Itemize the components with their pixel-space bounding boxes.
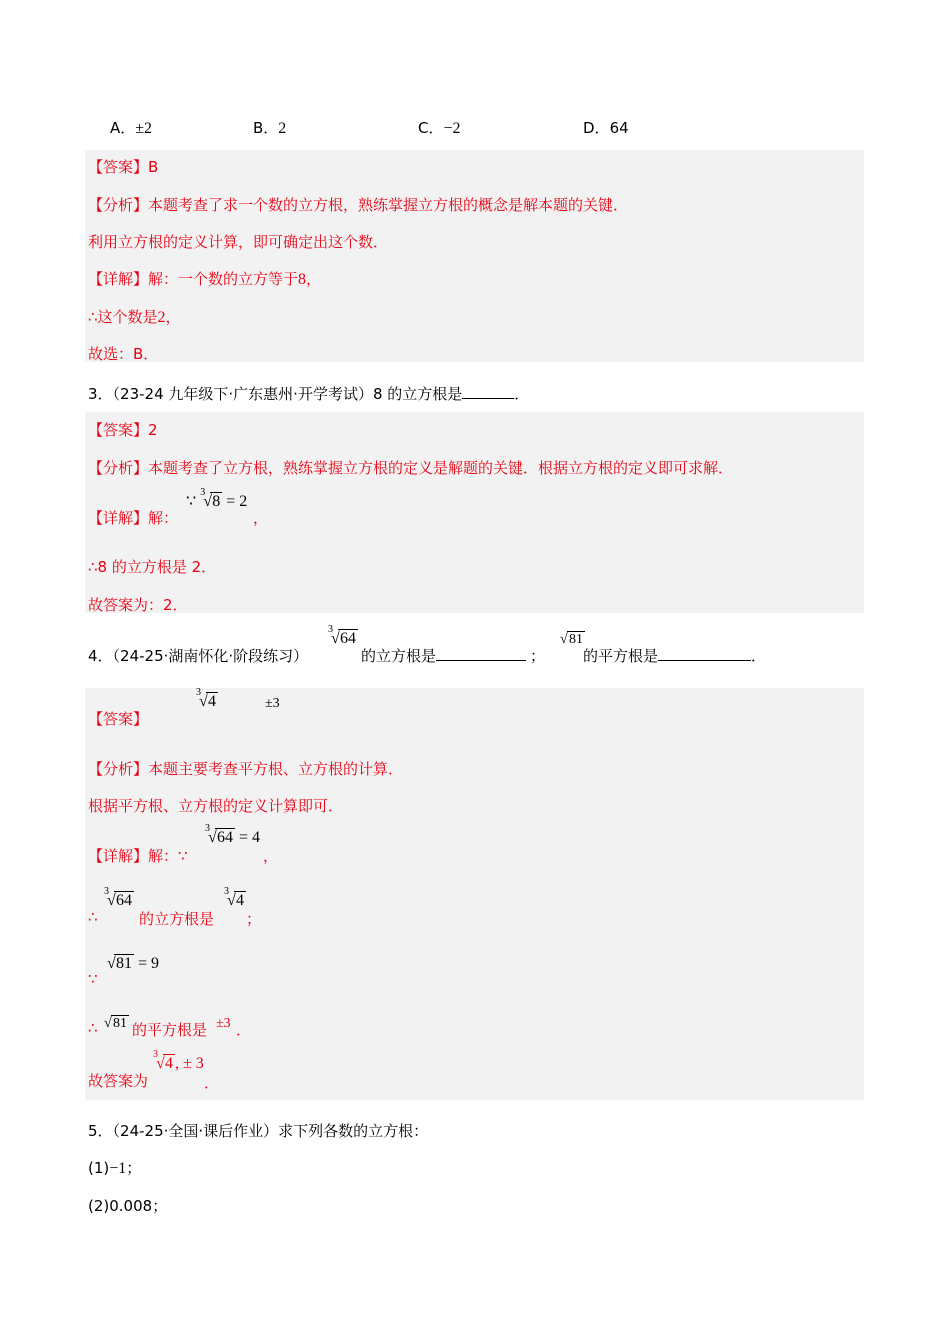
detail-text: 故答案为 — [88, 1072, 149, 1090]
detail-line-3: 故选：B． — [88, 345, 159, 363]
analysis-tag: 【分析】 — [88, 196, 149, 214]
option-b — [253, 117, 286, 138]
therefore-symbol: ∴ — [88, 1019, 98, 1037]
detail-text: 的立方根是 — [139, 910, 215, 928]
analysis-text: 本题主要考查平方根、立方根的计算． — [148, 760, 404, 778]
detail-math: ±3 — [216, 1016, 231, 1031]
question-number: 5． — [88, 1122, 113, 1140]
radicand: 81 — [116, 955, 132, 972]
answer-tag: 【答案】 — [88, 158, 149, 176]
separator: ； — [530, 647, 546, 665]
detail-math — [153, 1049, 204, 1073]
root-index: 3 — [224, 886, 229, 897]
root-index: 3 — [200, 487, 206, 498]
question-source: （23-24 九年级下·广东惠州·开学考试） — [112, 385, 373, 403]
radicand: 8 — [212, 493, 221, 510]
cube-root-expr — [328, 624, 358, 648]
root-index: 3 — [104, 886, 109, 897]
answer-line — [88, 708, 148, 729]
detail-line-3: 故答案为：2． — [88, 596, 188, 614]
item-value: −1 — [109, 1160, 127, 1177]
item-end: ； — [126, 1159, 142, 1177]
square-root — [557, 632, 585, 648]
radical-sign: √ — [203, 493, 212, 510]
square-root — [101, 1016, 129, 1032]
detail-equation — [104, 955, 159, 973]
detail-line — [88, 268, 321, 289]
radical-sign: √ — [227, 892, 236, 909]
detail-tag: 【详解】 — [88, 509, 149, 527]
analysis-text: 本题考查了立方根，熟练掌握立方根的定义是解题的关键．根据立方根的定义即可求解． — [148, 459, 734, 477]
cube-root — [224, 886, 246, 910]
because-symbol: ∵ — [178, 847, 188, 865]
analysis-tag: 【分析】 — [88, 459, 149, 477]
detail-text: 解： — [148, 847, 179, 865]
answer-value: 2 — [148, 421, 158, 439]
sub-question-2 — [88, 1195, 167, 1216]
detail-tag: 【详解】 — [88, 270, 149, 288]
radical-sign: √ — [104, 1016, 112, 1031]
item-label: (1) — [88, 1159, 110, 1177]
radical-sign: √ — [107, 892, 116, 909]
question-4-prefix — [88, 645, 308, 666]
option-letter: C． — [418, 119, 444, 137]
because-symbol: ∵ — [88, 970, 98, 988]
analysis-line — [88, 457, 733, 478]
item-label: (2) — [88, 1197, 110, 1215]
detail-punct: ． — [204, 1074, 220, 1092]
question-stem: 求下列各数的立方根： — [278, 1122, 429, 1140]
question-stem: 8 的立方根是 — [372, 385, 463, 403]
radicand: 64 — [116, 892, 132, 909]
answer-box-q3 — [85, 412, 864, 613]
answer-tag: 【答案】 — [88, 710, 149, 728]
radical-sign: √ — [331, 630, 340, 647]
radicand: 4 — [165, 1055, 173, 1072]
detail-math — [104, 886, 134, 910]
cube-root — [153, 1049, 175, 1073]
question-3 — [88, 383, 529, 404]
option-value: −2 — [443, 120, 461, 137]
option-letter: A． — [110, 119, 136, 137]
detail-punct: ， — [165, 308, 181, 326]
radicand: 64 — [340, 630, 356, 647]
detail-text: ∴这个数是 — [88, 308, 158, 326]
cube-root — [328, 624, 358, 648]
analysis-line-2: 利用立方根的定义计算，即可确定出这个数． — [88, 233, 389, 251]
cube-root — [104, 886, 134, 910]
sub-question-1 — [88, 1157, 141, 1178]
analysis-tag: 【分析】 — [88, 760, 149, 778]
question-stem: 的平方根是 — [583, 647, 659, 665]
detail-equation — [186, 487, 248, 511]
option-letter: B． — [253, 119, 279, 137]
radical-sign: √ — [199, 693, 208, 710]
detail-line — [88, 507, 178, 528]
analysis-line — [88, 758, 403, 779]
cube-root — [196, 687, 218, 711]
cube-root — [205, 823, 235, 847]
detail-text: 解：一个数的立方等于 — [148, 270, 299, 288]
option-value: ±2 — [135, 120, 153, 137]
root-index: 3 — [328, 624, 333, 635]
question-source: （24-25·湖南怀化·阶段练习） — [112, 647, 309, 665]
answer-line — [88, 156, 158, 177]
detail-text: 解： — [148, 509, 179, 527]
detail-punct: ； — [246, 910, 262, 928]
question-end: ． — [514, 385, 530, 403]
radicand: 4 — [236, 892, 244, 909]
detail-equation — [205, 823, 261, 847]
question-4-mid — [361, 645, 545, 666]
option-letter: D． — [583, 119, 610, 137]
answer-blank[interactable] — [658, 646, 751, 661]
question-source: （24-25·全国·课后作业） — [112, 1122, 279, 1140]
equation-rest: = 9 — [134, 955, 160, 972]
equation-rest: = 2 — [222, 493, 248, 510]
answer-value-1 — [196, 687, 218, 711]
analysis-line-2: 根据平方根、立方根的定义计算即可． — [88, 797, 344, 815]
square-root — [104, 955, 134, 973]
detail-math — [101, 1016, 129, 1032]
detail-math — [224, 886, 246, 910]
equation-rest: , ± 3 — [175, 1055, 204, 1072]
option-d — [583, 117, 629, 138]
cube-root — [200, 487, 222, 511]
detail-line-2: ∴8 的立方根是 2． — [88, 558, 217, 576]
because-symbol: ∵ — [186, 493, 197, 510]
analysis-text: 本题考查了求一个数的立方根，熟练掌握立方根的概念是解本题的关键． — [148, 196, 629, 214]
option-a — [110, 117, 152, 138]
radical-sign: √ — [208, 829, 217, 846]
answer-tag: 【答案】 — [88, 421, 149, 439]
answer-box-q2 — [85, 150, 864, 362]
detail-line-2 — [88, 306, 181, 327]
detail-line — [88, 845, 188, 866]
answer-value-2: ±3 — [265, 696, 280, 711]
option-c — [418, 117, 461, 138]
question-number: 4． — [88, 647, 113, 665]
question-5 — [88, 1120, 428, 1141]
root-index: 3 — [153, 1049, 158, 1060]
radical-sign: √ — [560, 632, 568, 647]
detail-punct: ． — [236, 1021, 252, 1039]
square-root-expr — [557, 632, 585, 648]
equation-rest: = 4 — [235, 829, 261, 846]
answer-line — [88, 419, 158, 440]
detail-tag: 【详解】 — [88, 847, 149, 865]
question-number: 3． — [88, 385, 113, 403]
radical-sign: √ — [156, 1055, 165, 1072]
option-value: 2 — [278, 120, 287, 137]
answer-blank[interactable] — [436, 646, 526, 661]
question-4-end — [583, 645, 766, 666]
analysis-line — [88, 194, 628, 215]
radicand: 81 — [569, 632, 583, 647]
radical-sign: √ — [107, 955, 116, 972]
detail-punct: ， — [306, 270, 322, 288]
radicand: 81 — [113, 1016, 127, 1031]
answer-value: B — [148, 158, 159, 176]
answer-blank[interactable] — [462, 384, 514, 399]
detail-punct: ， — [253, 509, 269, 527]
question-end: ． — [751, 647, 767, 665]
question-stem: 的立方根是 — [361, 647, 437, 665]
therefore-symbol: ∴ — [88, 908, 98, 926]
option-value: 64 — [609, 119, 629, 137]
detail-punct: ， — [263, 847, 279, 865]
detail-math: 8 — [298, 271, 307, 288]
item-value: 0.008 — [109, 1197, 153, 1215]
radicand: 64 — [217, 829, 233, 846]
root-index: 3 — [196, 687, 201, 698]
root-index: 3 — [205, 823, 210, 834]
radicand: 4 — [208, 693, 216, 710]
detail-math: 2 — [157, 309, 166, 326]
item-end: ； — [152, 1197, 168, 1215]
detail-text: 的平方根是 — [132, 1021, 208, 1039]
